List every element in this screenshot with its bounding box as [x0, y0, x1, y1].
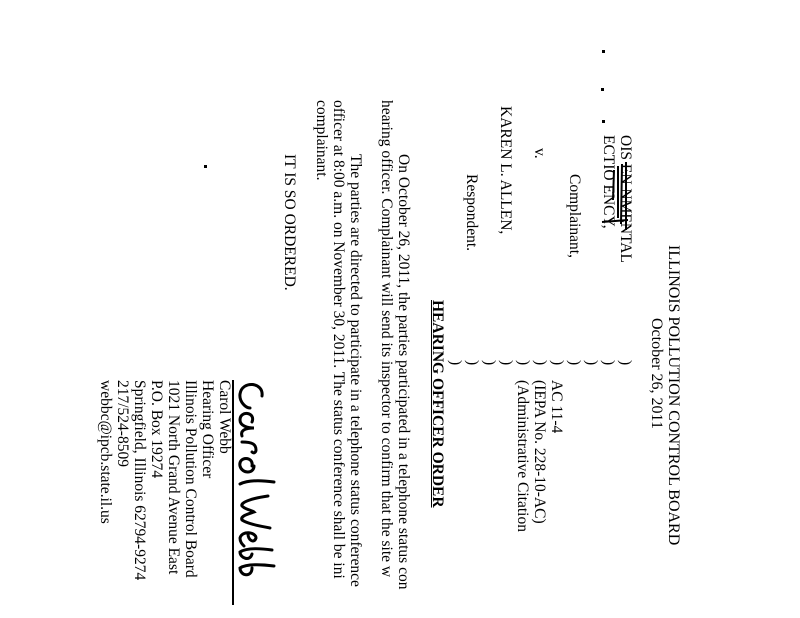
- signer-title: Hearing Officer: [199, 380, 216, 479]
- scan-speck: [601, 88, 604, 91]
- bracket: ): [549, 360, 566, 366]
- handwritten-signature: [232, 378, 280, 588]
- paragraph-1-line-1: On October 26, 2011, the parties participated in a telephone status con: [395, 154, 412, 590]
- bracket: ): [566, 360, 583, 366]
- case-number: AC 11-4: [548, 380, 565, 434]
- bracket: ): [600, 360, 617, 366]
- bracket: ): [515, 360, 532, 366]
- paragraph-2-line-1: The parties are directed to participate in a telephone status conference: [347, 154, 364, 587]
- versus-label: v.: [531, 148, 548, 159]
- bracket: ): [617, 360, 634, 366]
- administrative-citation: (Administrative Citation: [514, 380, 531, 532]
- respondent-name: KAREN L. ALLEN,: [497, 106, 514, 235]
- order-date: October 26, 2011: [648, 318, 665, 429]
- closing-statement: IT IS SO ORDERED.: [281, 154, 298, 291]
- signer-street: 1021 North Grand Avenue East: [165, 380, 182, 575]
- complainant-role: Complainant,: [566, 174, 583, 258]
- order-title: HEARING OFFICER ORDER: [429, 300, 446, 508]
- paragraph-2-line-2: officer at 8:00 a.m. on November 30, 2011. The status conference shall be ini: [330, 100, 347, 579]
- bracket: ): [464, 360, 481, 366]
- complainant-name-line1: OIS EN NMENTAL: [617, 135, 634, 263]
- signer-organization: Illinois Pollution Control Board: [182, 380, 199, 578]
- signer-phone: 217/524-8509: [114, 380, 131, 467]
- paragraph-1-line-2: hearing officer. Complainant will send its inspector to confirm that the site w: [378, 100, 395, 578]
- scan-speck: [602, 50, 605, 53]
- signer-city: Springfield, Illinois 62794-9274: [131, 380, 148, 581]
- respondent-role: Respondent.: [463, 174, 480, 252]
- complainant-name-line2: ECTIO ENCY,: [600, 135, 617, 229]
- bracket: ): [498, 360, 515, 366]
- scan-speck: [602, 120, 605, 123]
- bracket: ): [583, 360, 600, 366]
- iepa-number: (IEPA No. 228-10-AC): [531, 380, 548, 524]
- paragraph-2-line-3: complainant.: [313, 100, 330, 181]
- signer-name: Carol Webb: [216, 380, 233, 454]
- bracket: ): [481, 360, 498, 366]
- bracket: ): [447, 360, 464, 366]
- bracket: ): [532, 360, 549, 366]
- board-name: ILLINOIS POLLUTION CONTROL BOARD: [665, 245, 682, 546]
- signer-po-box: P.O. Box 19274: [148, 380, 165, 479]
- redaction-scribble: [600, 160, 630, 240]
- scan-speck: [204, 165, 207, 168]
- signer-email: webbc@ipcb.state.il.us: [97, 380, 114, 524]
